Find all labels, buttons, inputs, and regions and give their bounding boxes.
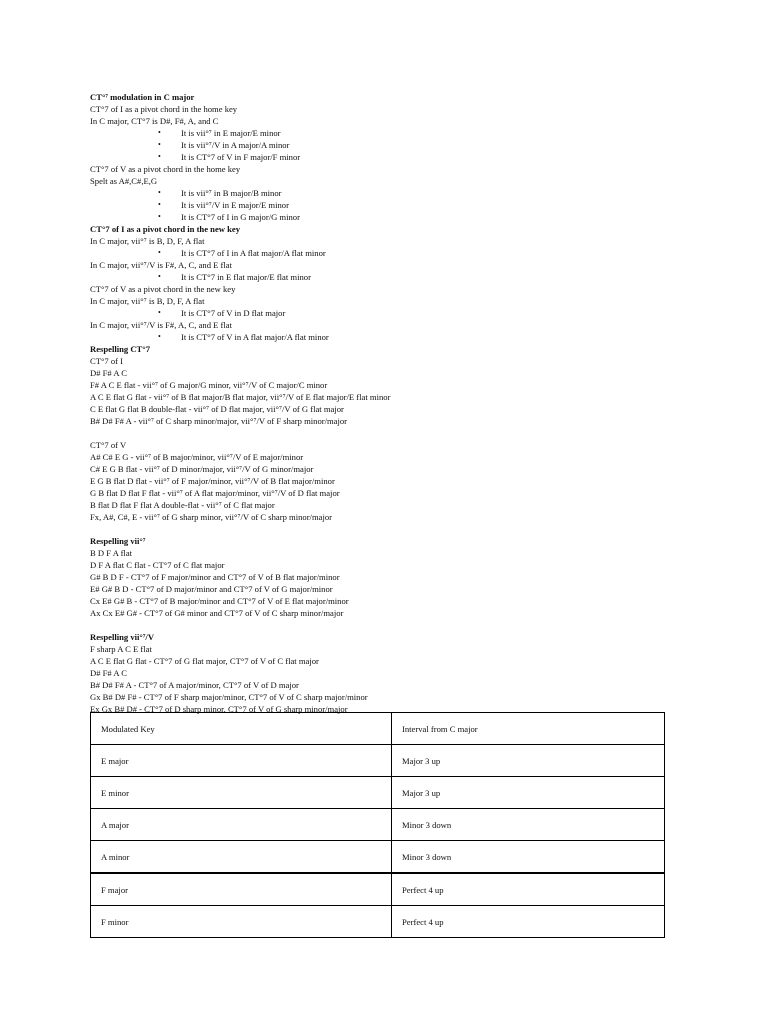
text-line: Cx E# G# B - CT°7 of B major/minor and CT°7 of V of E flat major/minor	[90, 596, 349, 606]
text-line: F sharp A C E flat	[90, 644, 152, 654]
table-cell-key: A major	[91, 809, 392, 841]
text-line: A C E flat G flat - CT°7 of G flat major, CT°7 of V of C flat major	[90, 656, 319, 666]
section-heading: CT°7 of I as a pivot chord in the new key	[90, 224, 241, 234]
text-line: Ex Gx B# D# - CT°7 of D sharp minor, CT°7 of V of G sharp minor/major	[90, 704, 348, 714]
text-line: Fx, A#, C#, E - vii°⁷ of G sharp minor, vii°⁷/V of C sharp minor/major	[90, 512, 332, 522]
table-header-cell: Interval from C major	[392, 713, 665, 745]
table-cell-interval: Minor 3 down	[392, 809, 665, 841]
section-heading: Respelling vii°⁷	[90, 536, 146, 546]
document-body	[90, 91, 690, 715]
bullet-item: • It is vii°⁷/V in E major/E minor	[90, 199, 690, 211]
text-line: G B flat D flat F flat - vii°⁷ of A flat major/minor, vii°⁷/V of D flat major	[90, 488, 340, 498]
bullet-item: • It is CT°7 of I in A flat major/A flat minor	[90, 247, 690, 259]
text-line: F# A C E flat - vii°⁷ of G major/G minor, vii°⁷/V of C major/C minor	[90, 380, 328, 390]
bullet-item: • It is vii°⁷/V in A major/A minor	[90, 139, 690, 151]
text-line: Ax Cx E# G# - CT°7 of G# minor and CT°7 of V of C sharp minor/major	[90, 608, 344, 618]
text-line: CT°7 of I as a pivot chord in the home key	[90, 104, 238, 114]
table-cell-key: E minor	[91, 777, 392, 809]
text-line: In C major, vii°⁷ is B, D, F, A flat	[90, 296, 205, 306]
table-cell-key: F minor	[91, 906, 392, 938]
section-heading: CT°⁷ modulation in C major	[90, 92, 195, 102]
text-line: B# D# F# A - vii°⁷ of C sharp minor/major, vii°⁷/V of F sharp minor/major	[90, 416, 348, 426]
text-line: CT°7 of V as a pivot chord in the home key	[90, 164, 241, 174]
table-row	[91, 777, 665, 809]
text-line: In C major, vii°⁷ is B, D, F, A flat	[90, 236, 205, 246]
bullet-item: • It is CT°7 in E flat major/E flat minor	[90, 271, 690, 283]
text-line: CT°7 of V	[90, 440, 127, 450]
text-line: B# D# F# A - CT°7 of A major/minor, CT°7 of V of D major	[90, 680, 299, 690]
blank-line	[90, 427, 690, 439]
text-line: E G B flat D flat - vii°⁷ of F major/minor, vii°⁷/V of B flat major/minor	[90, 476, 335, 486]
blank-line	[90, 619, 690, 631]
text-line: Gx B# D# F# - CT°7 of F sharp major/minor, CT°7 of V of C sharp major/minor	[90, 692, 368, 702]
table-header-row	[91, 713, 665, 745]
text-line: In C major, vii°⁷/V is F#, A, C, and E flat	[90, 320, 232, 330]
bullet-item: • It is CT°7 of I in G major/G minor	[90, 211, 690, 223]
table-row	[91, 745, 665, 777]
table-cell-interval: Major 3 up	[392, 745, 665, 777]
text-line: B flat D flat F flat A double-flat - vii°⁷ of C flat major	[90, 500, 275, 510]
section-heading: Respelling CT°7	[90, 344, 151, 354]
text-line: C# E G B flat - vii°⁷ of D minor/major, vii°⁷/V of G minor/major	[90, 464, 314, 474]
text-line: D# F# A C	[90, 368, 128, 378]
modulation-key-table	[90, 712, 665, 938]
text-line: Spelt as A#,C#,E,G	[90, 176, 158, 186]
section-heading: Respelling vii°⁷/V	[90, 632, 155, 642]
table-row	[91, 906, 665, 938]
bullet-item: • It is CT°7 of V in A flat major/A flat minor	[90, 331, 690, 343]
bullet-item: • It is vii°⁷ in B major/B minor	[90, 187, 690, 199]
table-cell-interval: Perfect 4 up	[392, 906, 665, 938]
table-cell-interval: Minor 3 down	[392, 841, 665, 874]
bullet-item: • It is CT°7 of V in F major/F minor	[90, 151, 690, 163]
table-cell-key: A minor	[91, 841, 392, 874]
text-line: G# B D F - CT°7 of F major/minor and CT°7 of V of B flat major/minor	[90, 572, 340, 582]
text-line: A# C# E G - vii°⁷ of B major/minor, vii°⁷/V of E major/minor	[90, 452, 304, 462]
table-cell-key: F major	[91, 873, 392, 906]
blank-line	[90, 523, 690, 535]
bullet-item: • It is CT°7 of V in D flat major	[90, 307, 690, 319]
text-line: CT°7 of V as a pivot chord in the new key	[90, 284, 236, 294]
text-line: In C major, CT°7 is D#, F#, A, and C	[90, 116, 219, 126]
text-line: In C major, vii°⁷/V is F#, A, C, and E flat	[90, 260, 232, 270]
table-cell-interval: Perfect 4 up	[392, 873, 665, 906]
text-line: E# G# B D - CT°7 of D major/minor and CT°7 of V of G major/minor	[90, 584, 333, 594]
table-cell-key: E major	[91, 745, 392, 777]
text-line: B D F A flat	[90, 548, 133, 558]
text-line: D F A flat C flat - CT°7 of C flat major	[90, 560, 225, 570]
table-row	[91, 809, 665, 841]
table-header-cell: Modulated Key	[91, 713, 392, 745]
text-line: D# F# A C	[90, 668, 128, 678]
table-cell-interval: Major 3 up	[392, 777, 665, 809]
table-row	[91, 873, 665, 906]
bullet-item: • It is vii°⁷ in E major/E minor	[90, 127, 690, 139]
text-line: C E flat G flat B double-flat - vii°⁷ of D flat major, vii°⁷/V of G flat major	[90, 404, 344, 414]
table-row	[91, 841, 665, 874]
text-line: CT°7 of I	[90, 356, 124, 366]
text-line: A C E flat G flat - vii°⁷ of B flat major/B flat major, vii°⁷/V of E flat major/E flat minor	[90, 392, 391, 402]
